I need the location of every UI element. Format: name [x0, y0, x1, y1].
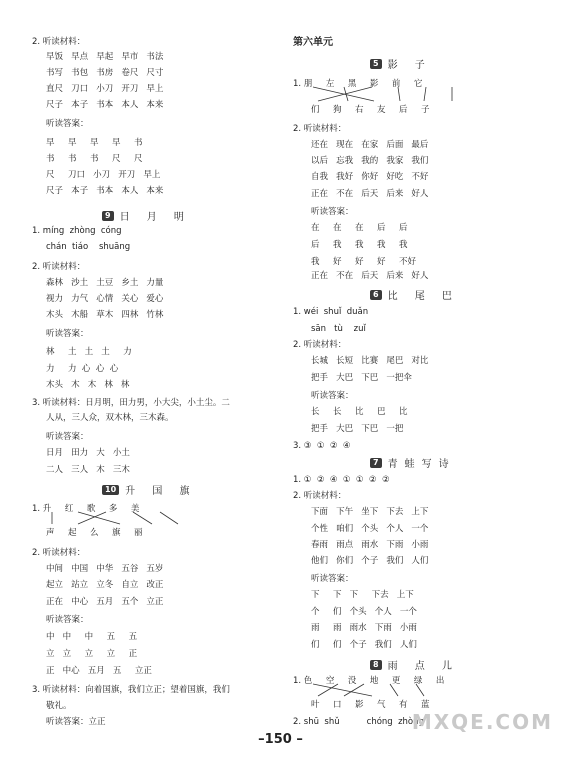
left-text-line: 1. míng zhòng cóng: [32, 226, 122, 236]
lesson-title: 日 月 明: [119, 212, 191, 223]
right-text-line: 1. ① ② ④ ① ① ② ②: [293, 475, 390, 485]
left-text-line: 1. 升 红 歌 多 美: [32, 504, 140, 514]
left-text-line: 听读答案：: [46, 432, 89, 442]
left-text-line: 正在 中心 五月 五个 立正: [46, 597, 164, 607]
left-text-line: 尺子 本子 书本 本人 本来: [46, 100, 164, 110]
right-text-line: 雨 雨 雨水 下雨 小雨: [311, 623, 417, 633]
left-text-line: 木头 木船 草木 四林 竹林: [46, 310, 164, 320]
right-text-line: 把手 大巴 下巴 一把伞: [311, 373, 412, 383]
right-text-line: 他们 你们 个子 我们 人们: [311, 556, 429, 566]
right-text-line: sān tù zuǐ: [311, 324, 366, 334]
left-text-line: 林 土 土 土 力: [46, 347, 132, 357]
left-text-line: 木头 木 木 林 林: [46, 380, 130, 390]
right-text-line: 1. wéi shuǐ duǎn: [293, 307, 369, 317]
right-text-line: 我 好 好 好 不好: [311, 257, 417, 267]
left-text-line: 3. 听读材料：向着国旗，我们立正；望着国旗，我们: [32, 685, 230, 695]
left-text-line: 尺 刀口 小刀 开刀 早上: [46, 170, 161, 180]
right-text-line: 下 下 下 下去 上下: [311, 590, 414, 600]
left-text-line: 日月 田力 大 小土: [46, 448, 130, 458]
left-text-line: 听读答案：: [46, 615, 89, 625]
right-text-line: 听读答案：: [311, 207, 354, 217]
left-text-line: 森林 沙土 土豆 乡土 力量: [46, 278, 164, 288]
lesson-title: 升 国 旗: [125, 486, 197, 497]
left-text-line: 立 立 立 立 正: [46, 649, 138, 659]
left-text-line: 3. 听读材料：日月明，田力男，小大尖，小土尘。二: [32, 398, 230, 408]
lesson-number: 10: [102, 485, 119, 495]
right-text-line: 正在 不在 后天 后来 好人: [311, 271, 429, 281]
right-text-line: 听读答案：: [311, 391, 354, 401]
left-text-line: 中间 中国 中华 五谷 五岁: [46, 564, 164, 574]
left-text-line: 听读答案：: [46, 329, 89, 339]
right-text-line: 后 我 我 我 我: [311, 240, 408, 250]
left-text-line: 尺子 本子 书本 本人 本来: [46, 186, 164, 196]
left-text-line: 直尺 刀口 小刀 开刀 早上: [46, 84, 164, 94]
lesson-number: 9: [102, 211, 114, 221]
left-text-line: chán tiáo shuāng: [46, 242, 131, 252]
right-text-line: 个性 咱们 个头 个人 一个: [311, 524, 429, 534]
left-text-line: 二人 三人 木 三木: [46, 465, 130, 475]
right-text-line: 还在 现在 在家 后面 最后: [311, 140, 429, 150]
right-text-line: 2. 听读材料：: [293, 124, 347, 134]
left-text-line: 早 早 早 早 书: [46, 138, 143, 148]
right-text-line: 把手 大巴 下巴 一把: [311, 424, 404, 434]
left-text-line: 2. 听读材料：: [32, 262, 86, 272]
right-text-line: 1. 色 空 没 地 更 绿 出: [293, 676, 445, 686]
right-text-line: 正在 不在 后天 后来 好人: [311, 189, 429, 199]
left-text-line: 书写 书包 书房 卷尺 尺寸: [46, 68, 164, 78]
left-text-line: 正 中心 五月 五 立正: [46, 666, 152, 676]
right-text-line: 自我 我好 你好 好吃 不好: [311, 172, 429, 182]
left-text-line: 中 中 中 五 五: [46, 632, 138, 642]
left-text-line: 2. 听读材料：: [32, 548, 86, 558]
left-text-line: 视力 力气 心情 关心 爱心: [46, 294, 164, 304]
right-text-line: 长 长 比 巴 比: [311, 407, 408, 417]
left-text-line: 2. 听读材料：: [32, 37, 86, 47]
lesson-title: 雨 点 儿: [387, 661, 459, 672]
right-text-line: 春雨 雨点 雨水 下雨 小雨: [311, 540, 429, 550]
lesson-title: 比 尾 巴: [387, 291, 459, 302]
right-text-line: 1. 朋 左 黑 影 前 它: [293, 79, 423, 89]
left-text-line: 书 书 书 尺 尺: [46, 154, 143, 164]
right-text-line: 2. 听读材料：: [293, 340, 347, 350]
right-text-line: 以后 忘我 我的 我家 我们: [311, 156, 429, 166]
right-text-line: 们 狗 右 友 后 子: [311, 105, 430, 115]
lesson-number: 8: [370, 660, 382, 670]
right-text-line: 长城 长短 比赛 尾巴 对比: [311, 356, 429, 366]
lesson-number: 7: [370, 458, 382, 468]
page-number: –150 –: [258, 732, 303, 747]
right-text-line: 2. 听读材料：: [293, 491, 347, 501]
left-text-line: 早饭 早点 早起 早市 书法: [46, 52, 164, 62]
right-text-line: 听读答案：: [311, 574, 354, 584]
right-text-line: 下面 下午 坐下 下去 上下: [311, 507, 429, 517]
left-text-line: 力 力 心 心 心: [46, 364, 119, 374]
right-text-line: 3. ③ ① ② ④: [293, 441, 351, 451]
left-text-line: 敬礼。: [46, 701, 72, 711]
left-text-line: 起立 站立 立冬 自立 改正: [46, 580, 164, 590]
right-text-line: 叶 口 影 气 有 蓝: [311, 700, 430, 710]
right-text-line: 在 在 在 后 后: [311, 223, 408, 233]
unit-six-heading: 第六单元: [293, 37, 333, 48]
lesson-title: 青蛙写诗: [387, 459, 456, 470]
left-text-line: 人从，三人众，双木林，三木森。: [46, 413, 174, 423]
left-text-line: 声 起 么 旗 丽: [46, 528, 143, 538]
right-text-line: 个 们 个头 个人 一个: [311, 607, 417, 617]
left-text-line: 听读答案：: [46, 119, 89, 129]
lesson-number: 6: [370, 290, 382, 300]
right-text-line: 2. shū shǔ chóng zhòng: [293, 717, 424, 727]
lesson-number: 5: [370, 59, 382, 69]
lesson-title: 影 子: [387, 60, 432, 71]
watermark-text: MXQE.COM: [411, 710, 553, 734]
left-text-line: 听读答案：立正: [46, 717, 106, 727]
right-text-line: 们 们 个子 我们 人们: [311, 640, 417, 650]
